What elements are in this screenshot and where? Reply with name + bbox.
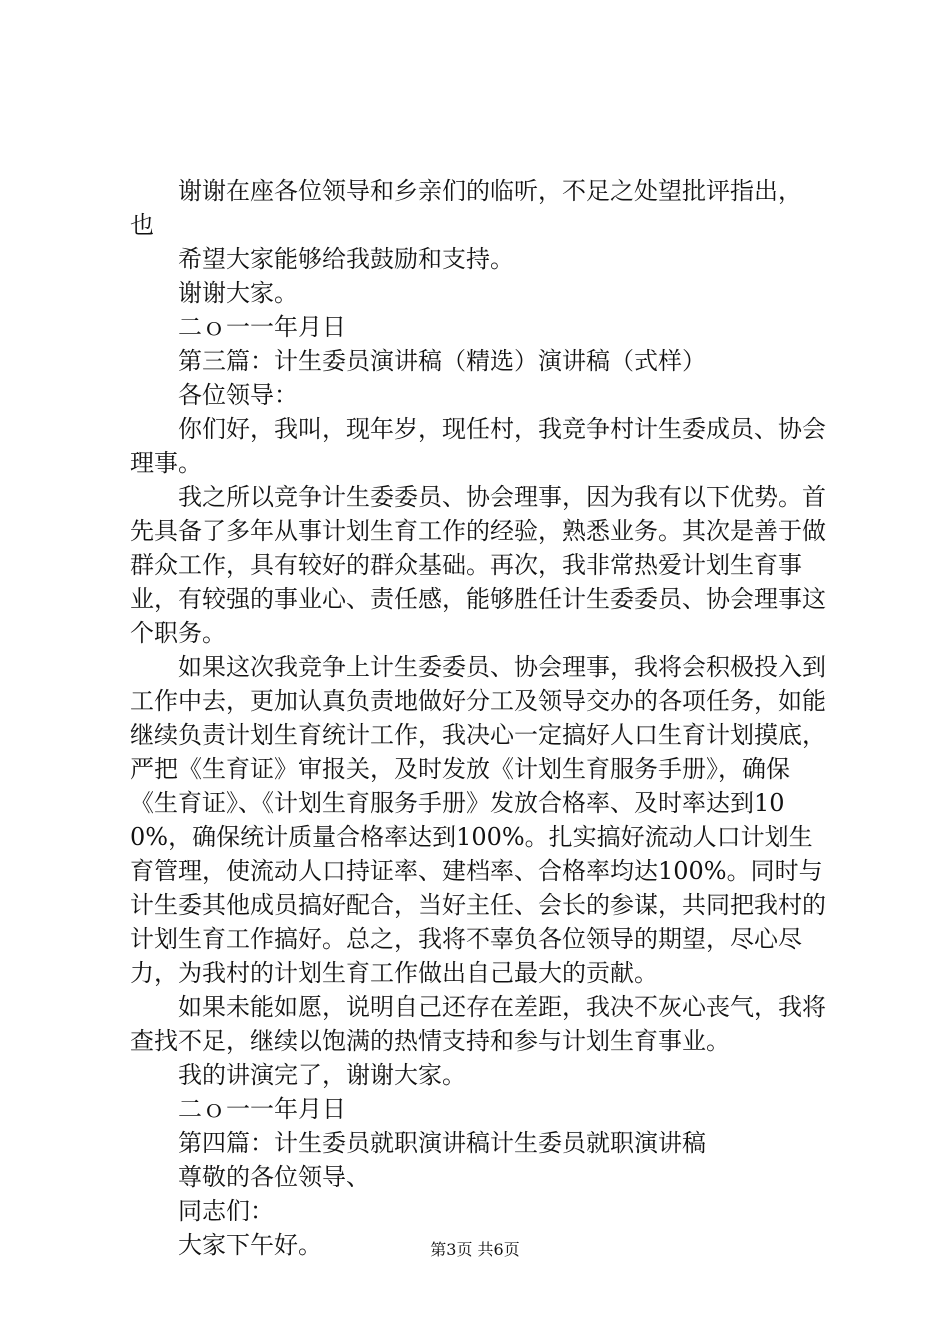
paragraph: 如果这次我竞争上计生委委员、协会理事，我将会积极投入到工作中去，更加认真负责地做好分工及领导交办的各项任务，如能继续负责计划生育统计工作，我决心一定搞好人口生育计划摸底，严把《生育证》审报关，及时发放《计划生育服务手册》，确保《生育证》、《计划生育服务手册》发放合格率、及时率达到100%，确保统计质量合格率达到100%。扎实搞好流动人口计划生育管理，使流动人口持证率、建档率、合格率均达100%。同时与计生委其他成员搞好配合，当好主任、会长的参谋，共同把我村的计划生育工作搞好。总之，我将不辜负各位领导的期望，尽心尽力，为我村的计划生育工作做出自己最大的贡献。 (130, 653, 826, 987)
salutation: 各位领导： (178, 381, 298, 409)
paragraph-line: 希望大家能够给我鼓励和支持。 (178, 245, 514, 273)
date-line: 二ｏ一一年月日 (178, 313, 346, 341)
document-body (130, 174, 835, 1262)
paragraph: 如果未能如愿，说明自己还存在差距，我决不灰心丧气，我将查找不足，继续以饱满的热情支持和参与计划生育事业。 (130, 993, 826, 1055)
date-line: 二ｏ一一年月日 (178, 1095, 346, 1123)
section-heading: 第三篇：计生委员演讲稿（精选）演讲稿（式样） (178, 347, 706, 375)
paragraph-line: 谢谢大家。 (178, 279, 298, 307)
salutation: 尊敬的各位领导、 (178, 1163, 370, 1191)
paragraph-line: 大家下午好。 (178, 1231, 322, 1259)
paragraph: 你们好，我叫，现年岁，现任村，我竞争村计生委成员、协会理事。 (130, 415, 826, 477)
section-heading: 第四篇：计生委员就职演讲稿计生委员就职演讲稿 (178, 1129, 706, 1157)
paragraph: 我之所以竞争计生委委员、协会理事，因为我有以下优势。首先具备了多年从事计划生育工作的经验，熟悉业务。其次是善于做群众工作，具有较好的群众基础。再次，我非常热爱计划生育事业，有较强的事业心、责任感，能够胜任计生委委员、协会理事这个职务。 (130, 483, 826, 647)
paragraph-line: 我的讲演完了，谢谢大家。 (178, 1061, 466, 1089)
paragraph-line: 谢谢在座各位领导和乡亲们的临听，不足之处望批评指出， (178, 177, 802, 205)
paragraph-line: 也 (130, 211, 154, 239)
page-number-footer: 第3页 共6页 (430, 1240, 520, 1259)
salutation: 同志们： (178, 1197, 274, 1225)
